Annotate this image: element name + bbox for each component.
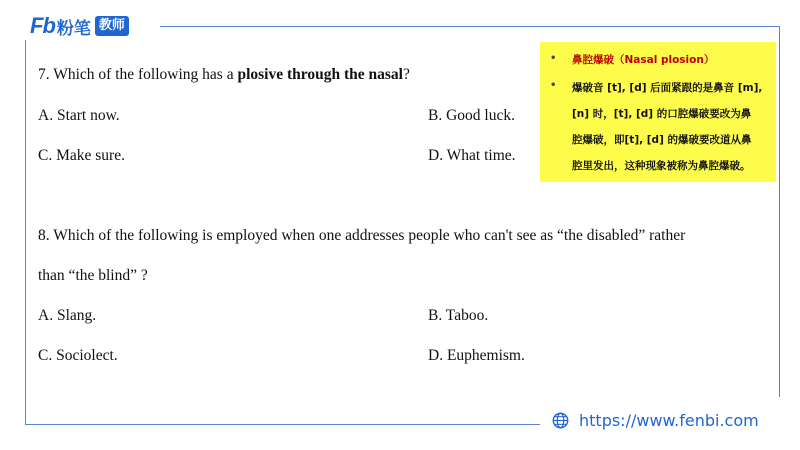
nasal-plosion-note <box>540 42 776 182</box>
question-7-text <box>38 66 410 84</box>
logo-brand-mark: Fb <box>30 13 55 38</box>
frame-left-line <box>25 40 26 424</box>
footer-url-text[interactable]: https://www.fenbi.com <box>579 410 759 430</box>
note-line-4: 腔里发出，这种现象被称为鼻腔爆破。 <box>572 160 751 172</box>
note-line-3: 腔爆破，即[t], [d] 的爆破要改道从鼻 <box>572 134 752 146</box>
question-7-option-b[interactable]: B. Good luck. <box>428 107 515 124</box>
frame-bottom-line <box>25 424 540 425</box>
frame-right-line <box>779 26 780 397</box>
question-8-option-a[interactable]: A. Slang. <box>38 307 97 324</box>
question-7-prefix: 7. Which of the following has a <box>38 66 238 83</box>
fenbi-logo <box>30 14 129 38</box>
question-7-option-a[interactable]: A. Start now. <box>38 107 120 124</box>
question-8-option-d[interactable]: D. Euphemism. <box>428 347 525 364</box>
note-line-1: 爆破音 [t], [d] 后面紧跟的是鼻音 [m], <box>572 82 763 94</box>
logo-name: 粉笔 <box>56 18 91 39</box>
question-7-suffix: ? <box>402 66 410 83</box>
question-7-option-c[interactable]: C. Make sure. <box>38 147 125 164</box>
frame-top-line <box>160 26 780 27</box>
note-bullet: • <box>550 53 557 64</box>
question-7-option-d[interactable]: D. What time. <box>428 147 516 164</box>
question-8-option-c[interactable]: C. Sociolect. <box>38 347 118 364</box>
note-line-2: [n] 时，[t], [d] 的口腔爆破要改为鼻 <box>572 108 752 120</box>
question-8-line-2: than “the blind” ? <box>38 267 148 284</box>
note-bullet: • <box>550 80 557 91</box>
question-8-option-b[interactable]: B. Taboo. <box>428 307 489 324</box>
question-8-line-1: 8. Which of the following is employed when one addresses people who can't see as “the disabled” rather <box>38 227 686 244</box>
note-title: 鼻腔爆破（Nasal plosion） <box>572 54 715 66</box>
logo-badge: 教师 <box>95 16 129 36</box>
question-7-bold: plosive through the nasal <box>237 66 403 83</box>
globe-icon <box>552 412 569 429</box>
footer-url[interactable] <box>552 408 759 432</box>
